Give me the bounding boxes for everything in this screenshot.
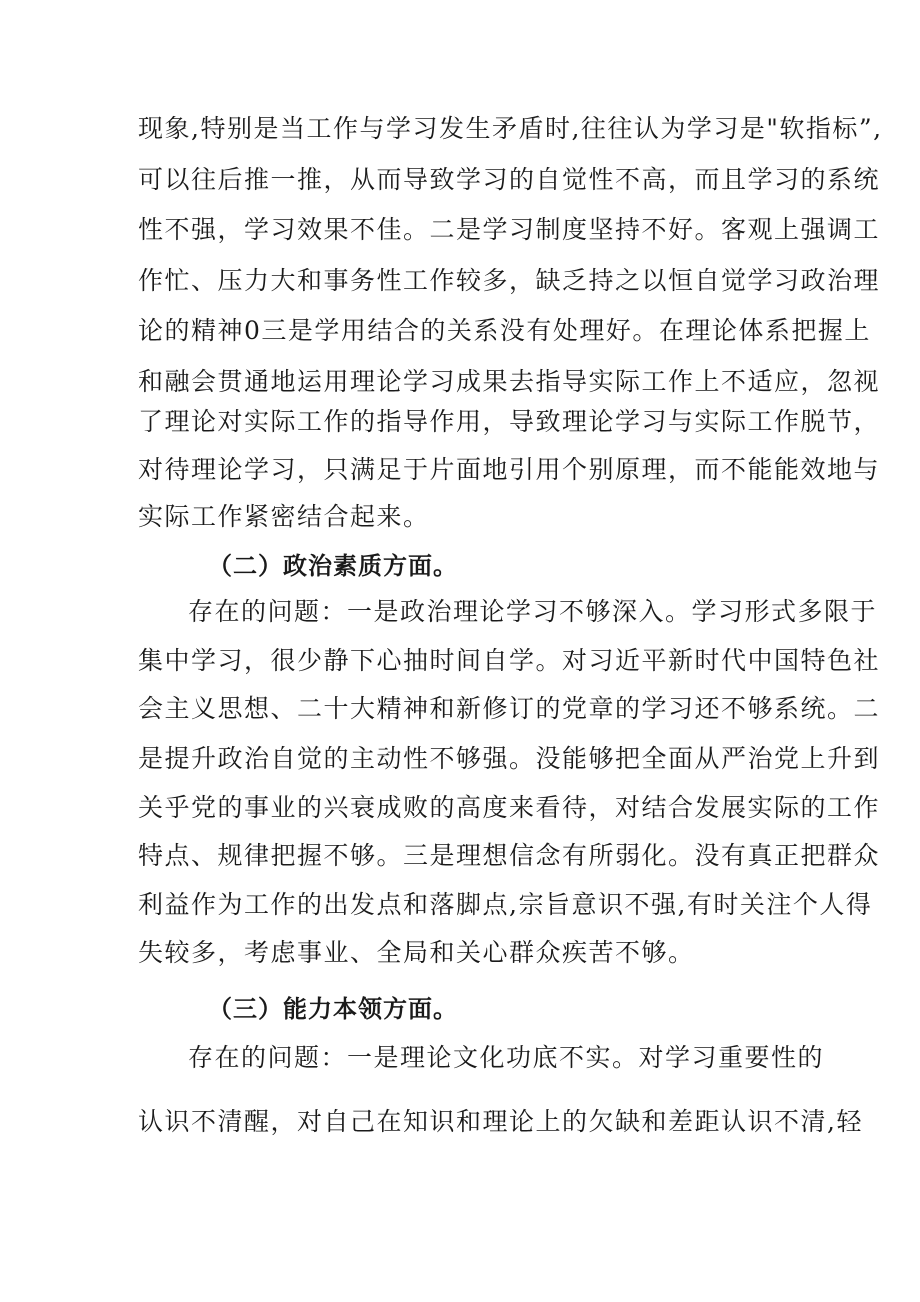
paragraph-line: 性不强，学习效果不佳。二是学习制度坚持不好。客观上强调工 (138, 215, 881, 244)
paragraph-line: 论的精神0三是学用结合的关系没有处理好。在理论体系把握上 (138, 316, 871, 345)
paragraph-line: 关乎党的事业的兴衰成败的高度来看待，对结合发展实际的工作 (138, 793, 881, 822)
paragraph-line: 作忙、压力大和事务性工作较多，缺乏持之以恒自觉学习政治理 (138, 266, 881, 295)
paragraph-line: 现象,特别是当工作与学习发生矛盾时,往往认为学习是"软指标”, (138, 114, 883, 143)
paragraph-line: 了理论对实际工作的指导作用，导致理论学习与实际工作脱节， (138, 407, 881, 436)
paragraph-line: 特点、规律把握不够。三是理想信念有所弱化。没有真正把群众 (138, 841, 881, 870)
paragraph-line: 存在的问题：一是理论文化功底不实。对学习重要性的 (188, 1043, 825, 1072)
paragraph-line: 是提升政治自觉的主动性不够强。没能够把全面从严治党上升到 (138, 744, 881, 773)
section-heading-political: （二）政治素质方面。 (208, 552, 458, 580)
paragraph-line: 和融会贯通地运用理论学习成果去指导实际工作上不适应，忽视 (138, 367, 881, 396)
section-heading-ability: （三）能力本领方面。 (208, 995, 458, 1023)
paragraph-line: 认识不清醒，对自己在知识和理论上的欠缺和差距认识不清,轻 (138, 1107, 863, 1136)
paragraph-line: 会主义思想、二十大精神和新修订的党章的学习还不够系统。二 (138, 694, 881, 723)
paragraph-line: 可以往后推一推，从而导致学习的自觉性不高，而且学习的系统 (138, 165, 881, 194)
paragraph-line: 存在的问题：一是政治理论学习不够深入。学习形式多限于 (188, 597, 878, 626)
paragraph-line: 集中学习，很少静下心抽时间自学。对习近平新时代中国特色社 (138, 646, 881, 675)
paragraph-line: 失较多，考虑事业、全局和关心群众疾苦不够。 (138, 938, 695, 967)
paragraph-line: 利益作为工作的出发点和落脚点,宗旨意识不强,有时关注个人得 (138, 890, 873, 919)
paragraph-line: 实际工作紧密结合起来。 (138, 502, 430, 531)
paragraph-line: 对待理论学习，只满足于片面地引用个别原理，而不能能效地与 (138, 455, 881, 484)
